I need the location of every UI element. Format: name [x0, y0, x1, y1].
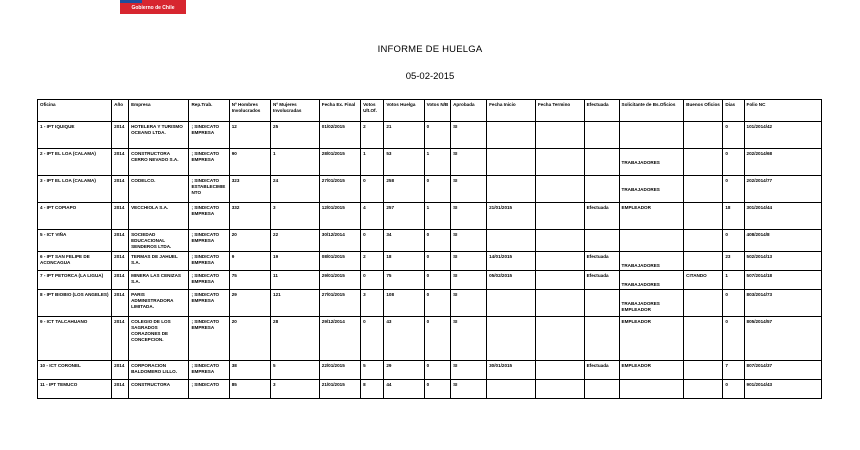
- table-cell-aprobada: SI: [451, 361, 487, 380]
- table-cell-mujeres: 1: [271, 149, 320, 176]
- table-cell-oficina: 5 - ICT VIÑA: [38, 230, 112, 252]
- table-cell-huelga: 29: [384, 361, 424, 380]
- table-cell-aprobada: SI: [451, 122, 487, 149]
- table-cell-fecha_ex: 30/12/2014: [319, 230, 360, 252]
- table-cell-empresa: MINERA LAS CENIZAS S.A.: [129, 271, 189, 290]
- table-row: [38, 380, 822, 399]
- table-row: [38, 252, 822, 271]
- table-cell-folio: 408/2014/8: [744, 230, 821, 252]
- table-cell-aprobada: SI: [451, 380, 487, 399]
- table-cell-hombres: 29: [229, 290, 270, 317]
- col-header: Año: [112, 100, 129, 122]
- table-cell-mujeres: 25: [271, 122, 320, 149]
- table-cell-ult: 5: [361, 361, 384, 380]
- table-cell-fecha_ex: 01/02/2015: [319, 122, 360, 149]
- table-cell-solicitante: [619, 149, 684, 176]
- table-cell-solicitante: EMPLEADOR: [619, 317, 684, 361]
- table-cell-folio: 202/2014/77: [744, 176, 821, 203]
- table-cell-aprobada: SI: [451, 203, 487, 230]
- table-row: [38, 230, 822, 252]
- col-header: Fecha Ex. Final: [319, 100, 360, 122]
- table-cell-termino: [535, 271, 584, 290]
- report-date: 05-02-2015: [405, 71, 455, 82]
- table-cell-hombres: 9: [229, 252, 270, 271]
- table-cell-ult: 3: [361, 290, 384, 317]
- table-cell-aprobada: SI: [451, 271, 487, 290]
- table-cell-solicitante: EMPLEADOR: [619, 203, 684, 230]
- logo-caption: Gobierno de Chile: [120, 3, 186, 14]
- table-cell-huelga: 75: [384, 271, 424, 290]
- table-cell-mujeres: 3: [271, 380, 320, 399]
- table-row: [38, 361, 822, 380]
- table-cell-folio: 202/2014/68: [744, 149, 821, 176]
- table-cell-dias: 0: [723, 380, 744, 399]
- table-cell-inicio: 05/02/2015: [487, 271, 536, 290]
- table-cell-empresa: TERMAS DE JAHUEL S.A.: [129, 252, 189, 271]
- table-cell-anio: 2014: [112, 290, 129, 317]
- table-cell-fecha_ex: 27/01/2015: [319, 290, 360, 317]
- table-cell-efectuada: [584, 290, 619, 317]
- table-cell-dias: 0: [723, 317, 744, 361]
- table-cell-rep: ; SINDICATO EMPRESA: [189, 149, 229, 176]
- table-cell-empresa: SOCIEDAD EDUCACIONAL SENDEROS LTDA.: [129, 230, 189, 252]
- table-cell-efectuada: [584, 176, 619, 203]
- table-cell-nb: 0: [424, 271, 450, 290]
- table-cell-huelga: 258: [384, 176, 424, 203]
- table-cell-oficina: 4 - IPT COPIAPO: [38, 203, 112, 230]
- table-cell-buenos: [684, 317, 723, 361]
- solicitante-text: TRABAJADORES: [621, 282, 660, 287]
- table-cell-inicio: [487, 149, 536, 176]
- table-cell-ult: 0: [361, 176, 384, 203]
- col-header: Solicitante de Bs.Oficios: [619, 100, 684, 122]
- table-cell-fecha_ex: 28/01/2015: [319, 149, 360, 176]
- table-cell-termino: [535, 176, 584, 203]
- table-row: [38, 122, 822, 149]
- table-cell-empresa: PARIS ADMINISTRADORA LIMITADA.: [129, 290, 189, 317]
- table-cell-oficina: 2 - IPT EL LOA (CALAMA): [38, 149, 112, 176]
- table-cell-inicio: [487, 230, 536, 252]
- table-cell-dias: 0: [723, 122, 744, 149]
- table-cell-solicitante: EMPLEADOR: [619, 361, 684, 380]
- table-cell-fecha_ex: 21/01/2015: [319, 380, 360, 399]
- table-cell-aprobada: SI: [451, 230, 487, 252]
- table-cell-inicio: [487, 290, 536, 317]
- table-row: [38, 317, 822, 361]
- table-row: [38, 271, 822, 290]
- table-cell-oficina: 11 - IPT TEMUCO: [38, 380, 112, 399]
- table-cell-empresa: CORPORACION BALDOMERO LILLO.: [129, 361, 189, 380]
- table-cell-rep: ; SINDICATO EMPRESA: [189, 290, 229, 317]
- table-cell-inicio: 21/01/2015: [487, 203, 536, 230]
- table-cell-solicitante: [619, 252, 684, 271]
- table-cell-nb: 0: [424, 122, 450, 149]
- table-cell-buenos: [684, 252, 723, 271]
- table-cell-nb: 1: [424, 203, 450, 230]
- table-cell-mujeres: 121: [271, 290, 320, 317]
- table-cell-mujeres: 11: [271, 271, 320, 290]
- table-cell-buenos: [684, 122, 723, 149]
- table-cell-empresa: HOTELERA Y TURISMO OCEANO LTDA.: [129, 122, 189, 149]
- table-cell-oficina: 1 - IPT IQUIQUE: [38, 122, 112, 149]
- table-cell-hombres: 20: [229, 317, 270, 361]
- table-cell-oficina: 10 - ICT CORONEL: [38, 361, 112, 380]
- table-cell-rep: ; SINDICATO EMPRESA: [189, 361, 229, 380]
- table-cell-solicitante: [619, 122, 684, 149]
- table-cell-termino: [535, 361, 584, 380]
- table-cell-anio: 2014: [112, 361, 129, 380]
- table-cell-fecha_ex: 12/01/2015: [319, 203, 360, 230]
- table-cell-hombres: 75: [229, 271, 270, 290]
- table-cell-efectuada: [584, 230, 619, 252]
- table-cell-termino: [535, 122, 584, 149]
- col-header: Dias: [723, 100, 744, 122]
- table-cell-ult: 0: [361, 317, 384, 361]
- table-cell-aprobada: SI: [451, 149, 487, 176]
- table-cell-ult: 0: [361, 271, 384, 290]
- table-cell-fecha_ex: 08/01/2015: [319, 252, 360, 271]
- report-title: INFORME DE HUELGA: [377, 44, 483, 55]
- col-header: Votos Huelga: [384, 100, 424, 122]
- table-cell-anio: 2014: [112, 230, 129, 252]
- table-cell-oficina: 7 - IPT PETORCA (LA LIGUA): [38, 271, 112, 290]
- table-cell-mujeres: 28: [271, 317, 320, 361]
- table-cell-efectuada: [584, 317, 619, 361]
- table-cell-anio: 2014: [112, 271, 129, 290]
- table-cell-nb: 0: [424, 380, 450, 399]
- table-cell-mujeres: 3: [271, 203, 320, 230]
- table-cell-inicio: [487, 122, 536, 149]
- table-cell-efectuada: Efectuada: [584, 271, 619, 290]
- table-cell-fecha_ex: 29/01/2015: [319, 271, 360, 290]
- table-cell-solicitante: [619, 290, 684, 317]
- col-header: Buenos Oficios: [684, 100, 723, 122]
- table-cell-oficina: 6 - IPT SAN FELIPE DE ACONCAGUA: [38, 252, 112, 271]
- table-cell-dias: 7: [723, 361, 744, 380]
- table-cell-empresa: CONSTRUCTORA: [129, 380, 189, 399]
- table-cell-anio: 2014: [112, 252, 129, 271]
- table-cell-nb: 0: [424, 230, 450, 252]
- col-header: Empresa: [129, 100, 189, 122]
- table-cell-buenos: [684, 361, 723, 380]
- table-cell-rep: ; SINDICATO ESTABLECIMIENTO: [189, 176, 229, 203]
- table-cell-empresa: CONSTRUCTORA CERRO NEVADO S.A.: [129, 149, 189, 176]
- table-cell-oficina: 9 - ICT TALCAHUANO: [38, 317, 112, 361]
- table-cell-anio: 2014: [112, 317, 129, 361]
- table-cell-ult: 2: [361, 122, 384, 149]
- table-cell-nb: 0: [424, 290, 450, 317]
- table-cell-termino: [535, 149, 584, 176]
- table-cell-anio: 2014: [112, 176, 129, 203]
- table-cell-buenos: [684, 230, 723, 252]
- table-cell-dias: 0: [723, 176, 744, 203]
- table-header-row: [38, 100, 822, 122]
- solicitante-text: TRABAJADORES: [621, 160, 660, 165]
- table-cell-aprobada: SI: [451, 176, 487, 203]
- table-cell-ult: 8: [361, 380, 384, 399]
- table-cell-aprobada: SI: [451, 317, 487, 361]
- table-cell-ult: 1: [361, 149, 384, 176]
- table-cell-oficina: 3 - IPT EL LOA (CALAMA): [38, 176, 112, 203]
- table-cell-huelga: 18: [384, 252, 424, 271]
- table-cell-efectuada: Efectuada: [584, 361, 619, 380]
- table-cell-fecha_ex: 29/12/2014: [319, 317, 360, 361]
- table-cell-buenos: [684, 290, 723, 317]
- table-cell-buenos: [684, 203, 723, 230]
- table-cell-solicitante: [619, 230, 684, 252]
- table-cell-anio: 2014: [112, 149, 129, 176]
- table-cell-empresa: CODELCO.: [129, 176, 189, 203]
- col-header: Fecha Inicio: [487, 100, 536, 122]
- table-cell-rep: ; SINDICATO EMPRESA: [189, 317, 229, 361]
- table-cell-hombres: 85: [229, 380, 270, 399]
- table-cell-empresa: COLEGIO DE LOS SAGRADOS CORAZONES DE CONCEPCION.: [129, 317, 189, 361]
- col-header: Aprobada: [451, 100, 487, 122]
- col-header: Rep.Trab.: [189, 100, 229, 122]
- col-header: Fecha Termino: [535, 100, 584, 122]
- table-cell-efectuada: Efectuada: [584, 252, 619, 271]
- table-cell-termino: [535, 203, 584, 230]
- table-cell-rep: ; SINDICATO: [189, 380, 229, 399]
- table-cell-nb: 0: [424, 361, 450, 380]
- table-cell-aprobada: SI: [451, 290, 487, 317]
- table-cell-rep: ; SINDICATO EMPRESA: [189, 252, 229, 271]
- table-cell-termino: [535, 380, 584, 399]
- table-cell-buenos: [684, 149, 723, 176]
- table-cell-solicitante: [619, 176, 684, 203]
- solicitante-text: TRABAJADORES: [621, 263, 660, 268]
- table-cell-efectuada: [584, 149, 619, 176]
- table-cell-ult: 0: [361, 230, 384, 252]
- table-cell-termino: [535, 290, 584, 317]
- table-cell-efectuada: [584, 380, 619, 399]
- table-cell-dias: 0: [723, 149, 744, 176]
- table-cell-huelga: 21: [384, 122, 424, 149]
- table-cell-mujeres: 22: [271, 230, 320, 252]
- table-cell-mujeres: 5: [271, 361, 320, 380]
- strike-report-table: [37, 99, 822, 399]
- table-cell-dias: 0: [723, 290, 744, 317]
- table-cell-hombres: 12: [229, 122, 270, 149]
- table-cell-huelga: 43: [384, 317, 424, 361]
- solicitante-text: TRABAJADORES: [621, 187, 660, 192]
- table-cell-anio: 2014: [112, 380, 129, 399]
- table-cell-folio: 807/2014/37: [744, 361, 821, 380]
- table-cell-rep: ; SINDICATO EMPRESA: [189, 122, 229, 149]
- col-header: Votos N/B: [424, 100, 450, 122]
- table-cell-fecha_ex: 27/01/2015: [319, 176, 360, 203]
- table-cell-rep: ; SINDICATO EMPRESA: [189, 271, 229, 290]
- table-cell-inicio: [487, 380, 536, 399]
- col-header: Efectuada: [584, 100, 619, 122]
- table-row: [38, 203, 822, 230]
- table-cell-solicitante: [619, 271, 684, 290]
- table-cell-huelga: 257: [384, 203, 424, 230]
- table-cell-efectuada: [584, 122, 619, 149]
- col-header: Nº Hombres Involucrados: [229, 100, 270, 122]
- table-cell-buenos: [684, 380, 723, 399]
- table-cell-huelga: 108: [384, 290, 424, 317]
- table-cell-folio: 803/2014/73: [744, 290, 821, 317]
- gobierno-logo: [120, 0, 186, 14]
- col-header: Votos Ult.Of.: [361, 100, 384, 122]
- col-header: Nº Mujeres Involucradas: [271, 100, 320, 122]
- solicitante-text: TRABAJADORES EMPLEADOR: [621, 301, 660, 312]
- table-row: [38, 290, 822, 317]
- table-row: [38, 149, 822, 176]
- table-cell-hombres: 90: [229, 149, 270, 176]
- table-cell-mujeres: 24: [271, 176, 320, 203]
- table-cell-anio: 2014: [112, 122, 129, 149]
- table-cell-huelga: 44: [384, 380, 424, 399]
- table-cell-inicio: 14/01/2015: [487, 252, 536, 271]
- table-cell-fecha_ex: 22/01/2015: [319, 361, 360, 380]
- col-header: Oficina: [38, 100, 112, 122]
- table-cell-rep: ; SINDICATO EMPRESA: [189, 203, 229, 230]
- table-cell-folio: 502/2014/13: [744, 252, 821, 271]
- col-header: Folio NC: [744, 100, 821, 122]
- table-cell-buenos: [684, 176, 723, 203]
- table-cell-dias: 18: [723, 203, 744, 230]
- table-cell-rep: ; SINDICATO EMPRESA: [189, 230, 229, 252]
- table-cell-termino: [535, 230, 584, 252]
- table-cell-folio: 805/2014/57: [744, 317, 821, 361]
- table-cell-ult: 2: [361, 252, 384, 271]
- table-cell-empresa: VECCHIOLA S.A.: [129, 203, 189, 230]
- table-cell-folio: 507/2014/18: [744, 271, 821, 290]
- table-cell-folio: 301/2014/44: [744, 203, 821, 230]
- table-cell-hombres: 332: [229, 203, 270, 230]
- table-cell-termino: [535, 252, 584, 271]
- table-cell-efectuada: Efectuada: [584, 203, 619, 230]
- table-cell-aprobada: SI: [451, 252, 487, 271]
- table-cell-solicitante: [619, 380, 684, 399]
- table-cell-buenos: CITANDO: [684, 271, 723, 290]
- table-cell-inicio: [487, 176, 536, 203]
- table-cell-inicio: 30/01/2015: [487, 361, 536, 380]
- table-cell-nb: 0: [424, 176, 450, 203]
- table-cell-huelga: 34: [384, 230, 424, 252]
- table-cell-hombres: 323: [229, 176, 270, 203]
- table-cell-huelga: 53: [384, 149, 424, 176]
- table-cell-nb: 0: [424, 252, 450, 271]
- table-cell-ult: 4: [361, 203, 384, 230]
- table-cell-nb: 1: [424, 149, 450, 176]
- table-cell-dias: 0: [723, 230, 744, 252]
- table-cell-inicio: [487, 317, 536, 361]
- table-cell-termino: [535, 317, 584, 361]
- table-cell-dias: 1: [723, 271, 744, 290]
- table-cell-anio: 2014: [112, 203, 129, 230]
- table-cell-hombres: 38: [229, 361, 270, 380]
- table-cell-dias: 23: [723, 252, 744, 271]
- table-cell-mujeres: 19: [271, 252, 320, 271]
- table-cell-oficina: 8 - IPT BIOBIO (LOS ANGELES): [38, 290, 112, 317]
- table-cell-folio: 901/2014/43: [744, 380, 821, 399]
- table-row: [38, 176, 822, 203]
- table-cell-folio: 101/2014/42: [744, 122, 821, 149]
- table-cell-nb: 0: [424, 317, 450, 361]
- table-cell-hombres: 20: [229, 230, 270, 252]
